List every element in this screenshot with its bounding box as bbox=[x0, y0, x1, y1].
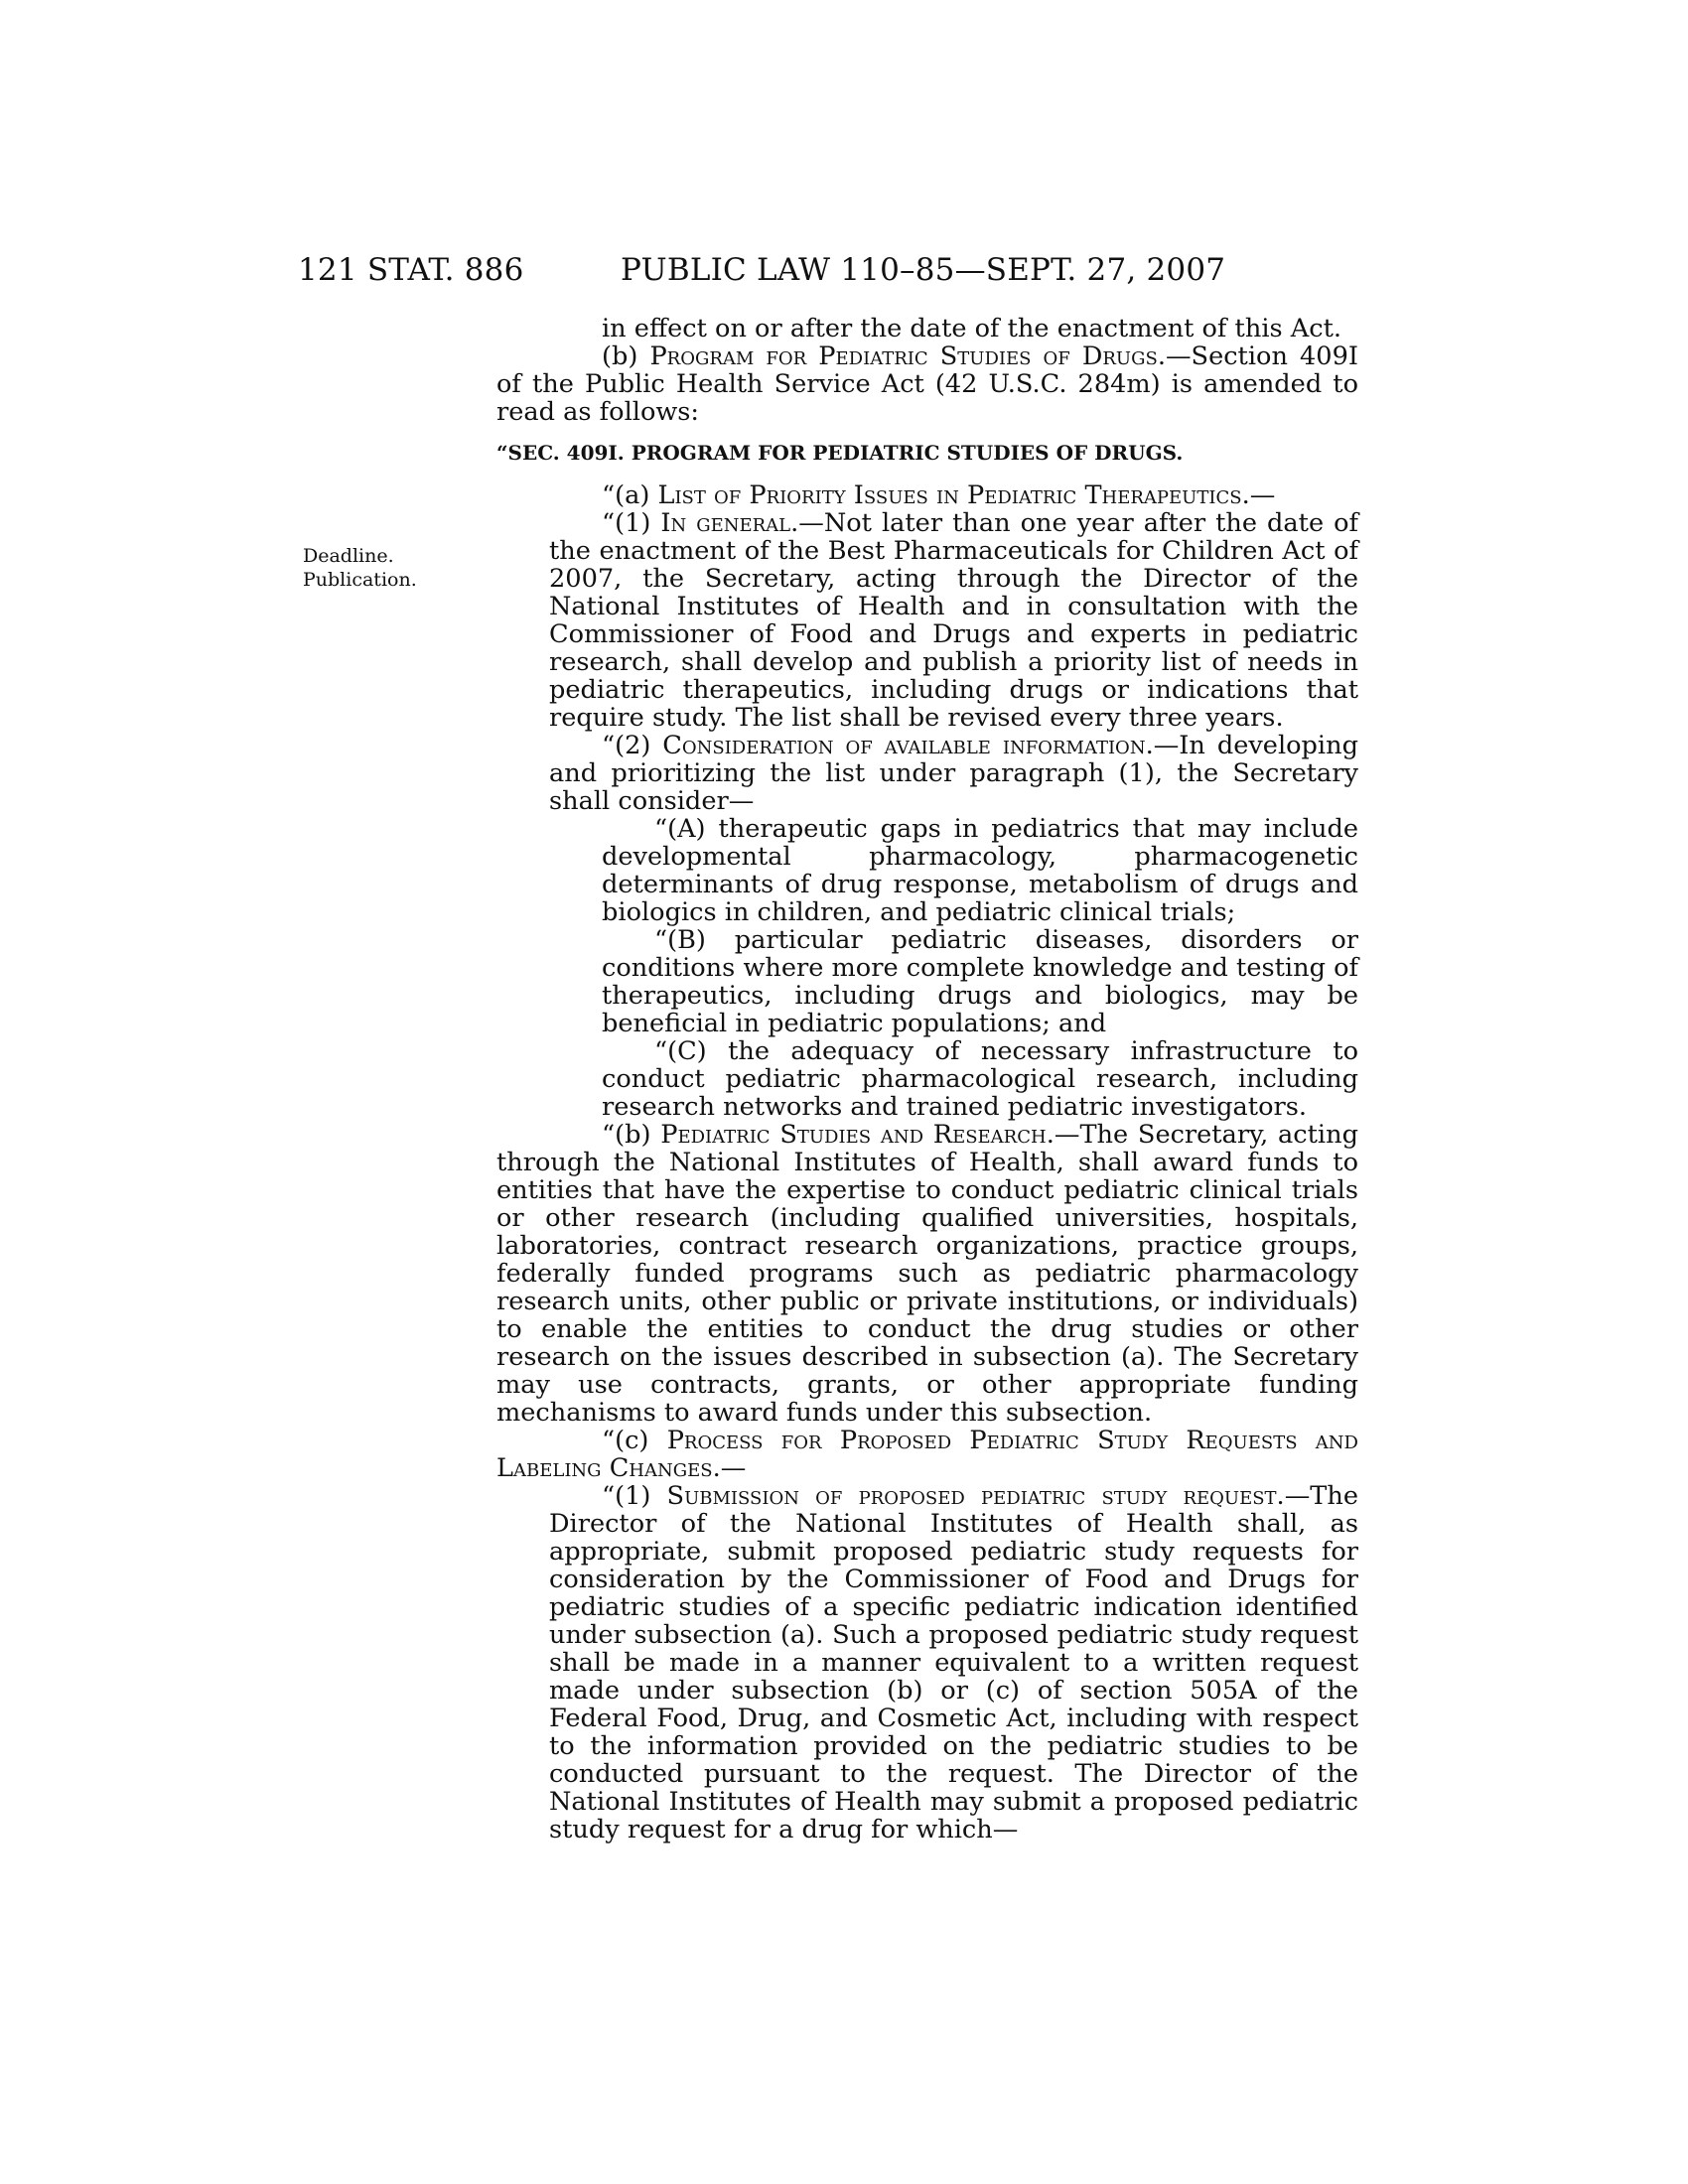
paragraph-a1-general bbox=[496, 509, 1358, 732]
paragraph-text: — bbox=[720, 1453, 747, 1483]
paragraph-title: Consideration of available information. bbox=[662, 731, 1154, 760]
subparagraph-b bbox=[496, 926, 1358, 1037]
subparagraph-c bbox=[496, 1037, 1358, 1121]
paragraph-text: —The Director of the National Institutes of Health shall, as appropriate, submit proposed pediatric study requests for consideration by the Commissioner of Food and Drugs for pediatric studies of a specific pediatric indication identified under subsection (a). Such a proposed pediatric study request shall be made in a manner equivalent to a written request made under subsection (b) or (c) of section 505A of the Federal Food, Drug, and Cosmetic Act, including with respect to the information provided on the pediatric studies to be conducted pursuant to the request. The Director of the National Institutes of Health may submit a proposed pediatric study request for a drug for which— bbox=[549, 1481, 1358, 1844]
paragraph-title: Process for Proposed Pediatric Study Requests and Labeling Changes. bbox=[496, 1426, 1358, 1483]
paragraph-text: in effect on or after the date of the enactment of this Act. bbox=[602, 314, 1342, 343]
paragraph-text: —In developing and prioritizing the list under paragraph (1), the Secretary shall consider— bbox=[549, 731, 1358, 816]
paragraph-a2-consideration bbox=[496, 732, 1358, 815]
paragraph-lead: “(1) bbox=[602, 1481, 667, 1511]
paragraph-title: Submission of proposed pediatric study request. bbox=[666, 1481, 1285, 1511]
paragraph-text: particular pediatric diseases, disorders or conditions where more complete knowledge and testing of therapeutics, including drugs and biologics, may be beneficial in pediatric populations; and bbox=[602, 925, 1358, 1038]
paragraph-lead: “(b) bbox=[602, 1120, 661, 1150]
paragraph-lead: “(1) bbox=[602, 508, 661, 538]
paragraph-b-program bbox=[496, 342, 1358, 426]
paragraph-lead: “(a) bbox=[602, 480, 658, 510]
paragraph-a-priority-list bbox=[496, 481, 1358, 509]
paragraph-text: —Section 409I of the Public Health Service Act (42 U.S.C. 284m) is amended to read as follows: bbox=[496, 341, 1358, 427]
running-header bbox=[298, 248, 1440, 292]
paragraph-text: therapeutic gaps in pediatrics that may include developmental pharmacology, pharmacogenetic determinants of drug response, metabolism of drugs and biologics in children, and pediatric clinical trials; bbox=[602, 814, 1358, 927]
paragraph-title: Pediatric Studies and Research. bbox=[660, 1120, 1055, 1150]
paragraph-lead: “(c) bbox=[602, 1426, 667, 1455]
paragraph-text: the adequacy of necessary infrastructure to conduct pediatric pharmacological research, including research networks and trained pediatric investigators. bbox=[602, 1036, 1358, 1122]
paragraph-lead: “(A) bbox=[654, 814, 719, 844]
paragraph-lead: (b) bbox=[602, 341, 650, 371]
paragraph-b-studies-research bbox=[496, 1121, 1358, 1427]
paragraph-text: —Not later than one year after the date of the enactment of the Best Pharmaceuticals for Children Act of 2007, the Secretary, acting through the Director of the National Institutes of Health and in consultation with the Commissioner of Food and Drugs and experts in pediatric research, shall develop and publish a priority list of needs in pediatric therapeutics, including drugs or indications that require study. The list shall be revised every three years. bbox=[549, 508, 1358, 733]
paragraph-lead: “(B) bbox=[654, 925, 735, 955]
paragraph-title: Program for Pediatric Studies of Drugs. bbox=[649, 341, 1166, 371]
margin-note-publication: Publication. bbox=[303, 569, 417, 591]
paragraph-c1-submission bbox=[496, 1482, 1358, 1843]
paragraph-c-process bbox=[496, 1427, 1358, 1482]
subparagraph-a bbox=[496, 815, 1358, 926]
paragraph-continuation bbox=[496, 315, 1358, 342]
paragraph-title: In general. bbox=[660, 508, 799, 538]
section-heading: “SEC. 409I. PROGRAM FOR PEDIATRIC STUDIES OF DRUGS. bbox=[496, 441, 1184, 465]
paragraph-text: —The Secretary, acting through the National Institutes of Health, shall award funds to entities that have the expertise to conduct pediatric clinical trials or other research (including qualified universities, hospitals, laboratories, contract research organizations, practice groups, federally funded programs such as pediatric pharmacology research units, other public or private institutions, or individuals) to enable the entities to conduct the drug studies or other research on the issues described in subsection (a). The Secretary may use contracts, grants, or other appropriate funding mechanisms to award funds under this subsection. bbox=[496, 1120, 1358, 1428]
paragraph-title: List of Priority Issues in Pediatric Therapeutics. bbox=[657, 480, 1250, 510]
document-body bbox=[496, 315, 1358, 1843]
page-number: 121 STAT. 886 bbox=[298, 252, 524, 288]
margin-note-deadline: Deadline. bbox=[303, 545, 394, 567]
paragraph-lead: “(C) bbox=[654, 1036, 729, 1066]
paragraph-lead: “(2) bbox=[602, 731, 663, 760]
margin-notes bbox=[303, 544, 417, 592]
running-title: PUBLIC LAW 110–85—SEPT. 27, 2007 bbox=[621, 252, 1226, 288]
paragraph-text: — bbox=[1249, 480, 1276, 510]
